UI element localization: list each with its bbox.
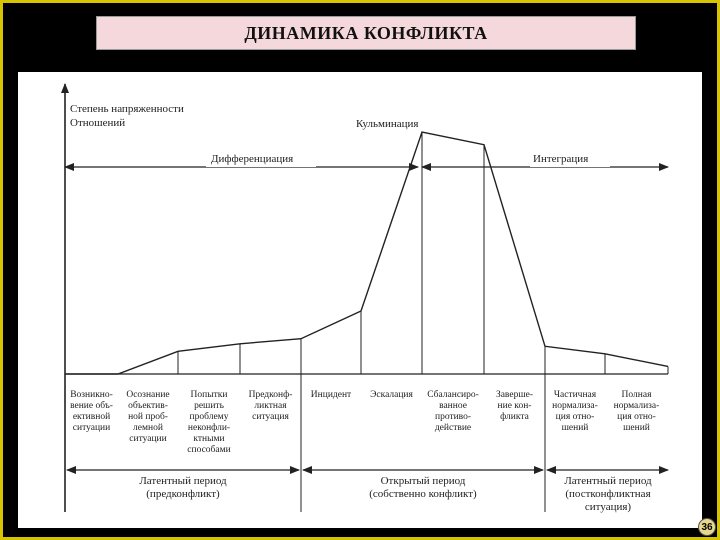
culmination-label: Кульминация: [356, 118, 419, 130]
y-axis-label-line-2: Отношений: [70, 117, 126, 129]
diagram-panel: [18, 72, 702, 528]
differentiation-label: Дифференциация: [211, 153, 294, 165]
period-1-label: Латентный период: [139, 475, 227, 487]
period-2-sublabel: (собственно конфликт): [369, 488, 477, 500]
stage-label: Осознание объектив-ной проб-лемной ситуации: [126, 390, 170, 444]
period-3-sublabel-2: ситуация): [584, 501, 632, 513]
stage-label: Возникно-вение объ-ективной ситуации: [70, 390, 113, 433]
stage-label: Эскалация: [370, 390, 413, 400]
stage-label: Сбалансиро-ванное противо-действие: [427, 390, 479, 433]
stage-label: Заверше-ние кон-фликта: [495, 390, 534, 422]
tension-curve: [65, 132, 668, 374]
y-axis-label-line-1: Степень напряженности: [70, 103, 184, 115]
page-number-badge: 36: [698, 518, 716, 536]
period-3-sublabel: (постконфликтная: [565, 488, 651, 500]
slide-title: ДИНАМИКА КОНФЛИКТА: [96, 16, 636, 50]
period-3-label: Латентный период: [564, 475, 652, 487]
conflict-dynamics-diagram: [18, 72, 702, 528]
stage-label: Предконф-ликтная ситуация: [248, 390, 293, 422]
stage-label: Полная нормализа-ция отно-шений: [613, 390, 660, 433]
stage-label: Попытки решить проблему неконфли-ктными способами: [187, 390, 231, 455]
period-2-label: Открытый период: [380, 475, 466, 487]
stage-label: Частичная нормализа-ция отно-шений: [552, 390, 598, 433]
period-1-sublabel: (предконфликт): [146, 488, 220, 500]
integration-label: Интеграция: [533, 153, 589, 165]
stage-label: Инцидент: [310, 390, 352, 400]
